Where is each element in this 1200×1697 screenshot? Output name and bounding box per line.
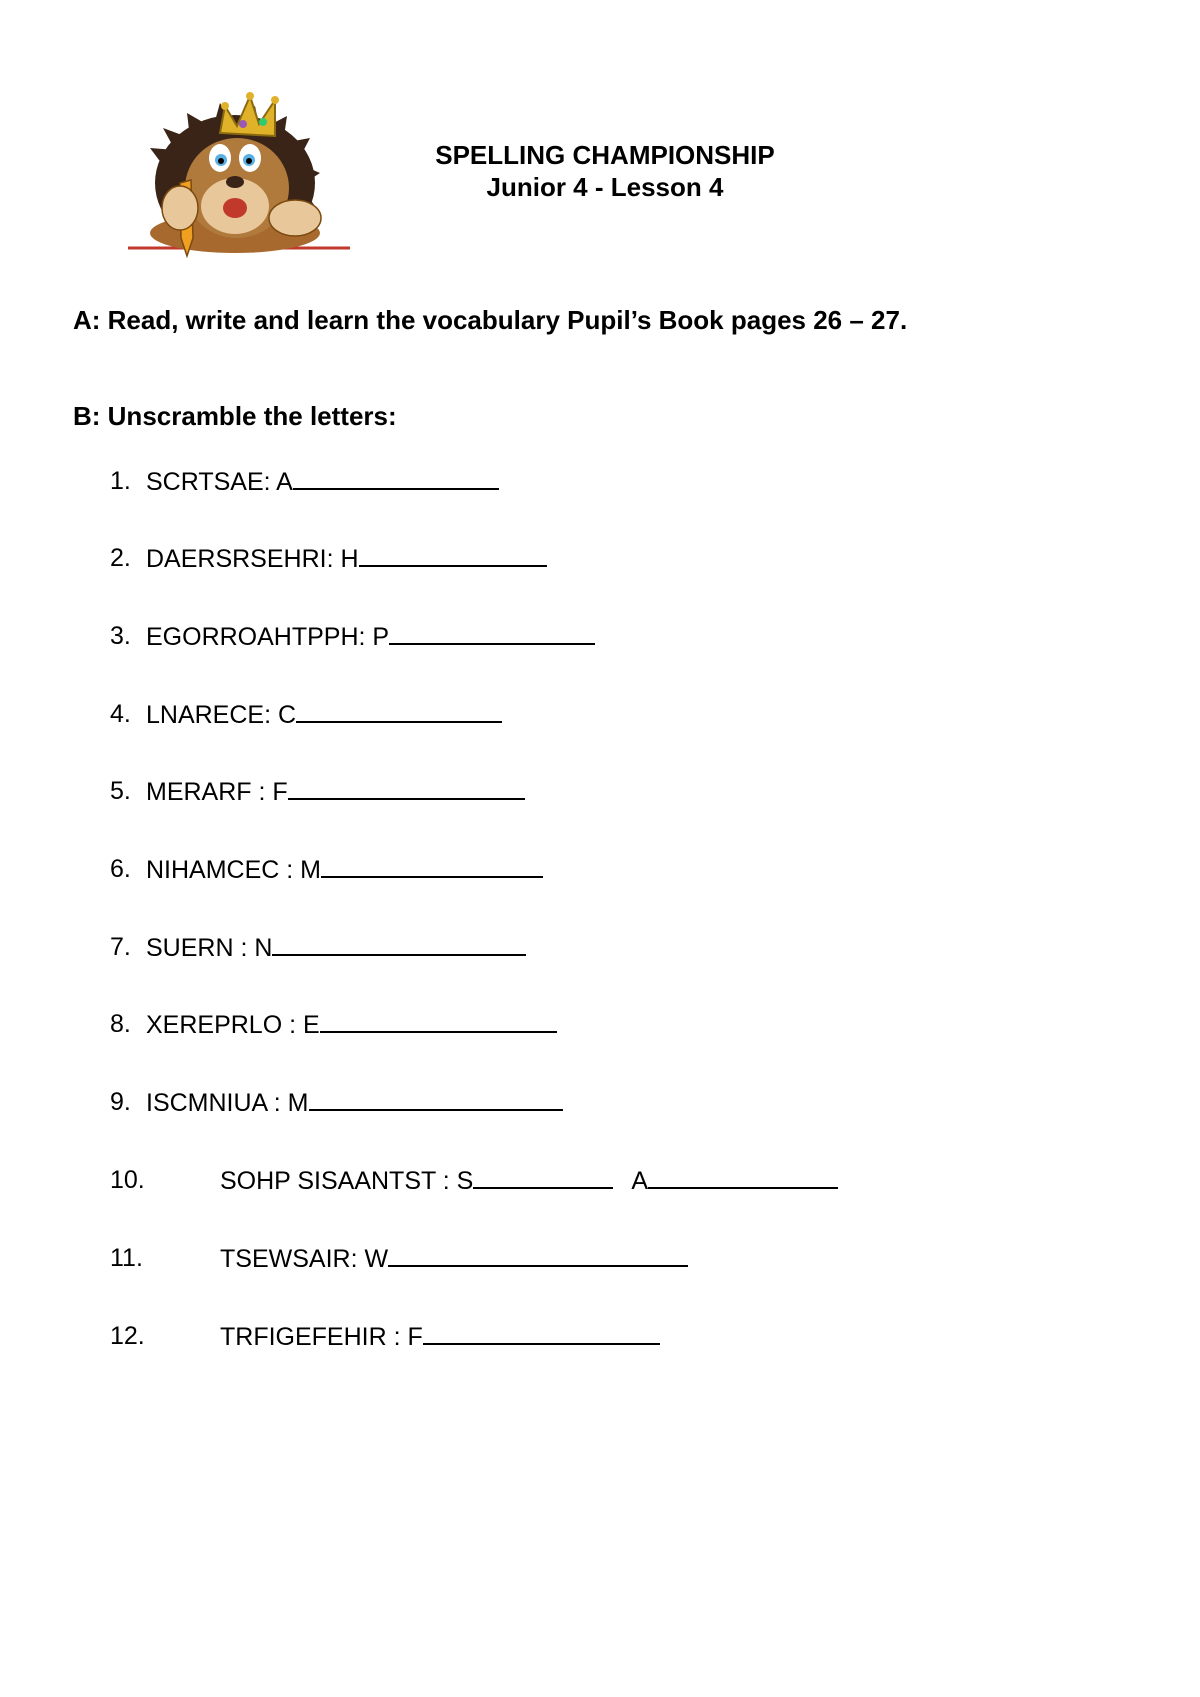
lion-king-mascot-icon xyxy=(125,88,355,268)
item-number: 1. xyxy=(110,467,131,495)
item-number: 7. xyxy=(110,933,131,961)
answer-blank[interactable] xyxy=(309,1087,563,1111)
item-scrambled-word: TRFIGEFEHIR : F xyxy=(220,1323,423,1351)
item-number: 12. xyxy=(110,1322,145,1350)
worksheet-subtitle: Junior 4 - Lesson 4 xyxy=(486,172,724,202)
answer-blank[interactable] xyxy=(320,1009,557,1033)
item-scrambled-word: SCRTSAE: A xyxy=(146,468,293,496)
item-scrambled-word: LNARECE: C xyxy=(146,701,297,729)
answer-blank[interactable] xyxy=(359,543,547,567)
answer-blank[interactable] xyxy=(648,1165,838,1189)
answer-blank[interactable] xyxy=(473,1165,613,1189)
item-number: 10. xyxy=(110,1166,145,1194)
answer-blank[interactable] xyxy=(321,854,543,878)
item-scrambled-word: MERARF : F xyxy=(146,778,288,806)
answer-blank[interactable] xyxy=(296,699,502,723)
item-scrambled-word: SOHP SISAANTST : S xyxy=(220,1167,474,1195)
item-second-letter: A xyxy=(631,1167,649,1195)
item-number: 5. xyxy=(110,777,131,805)
worksheet-header xyxy=(410,139,800,203)
item-scrambled-word: DAERSRSEHRI: H xyxy=(146,545,359,573)
answer-blank[interactable] xyxy=(288,776,525,800)
item-scrambled-word: SUERN : N xyxy=(146,934,273,962)
item-number: 9. xyxy=(110,1088,131,1116)
worksheet-title: SPELLING CHAMPIONSHIP xyxy=(435,140,775,170)
item-number: 3. xyxy=(110,622,131,650)
answer-blank[interactable] xyxy=(389,621,595,645)
section-a-heading: A: Read, write and learn the vocabulary Pupil’s Book pages 26 – 27. xyxy=(73,305,908,335)
answer-blank[interactable] xyxy=(423,1321,660,1345)
item-number: 2. xyxy=(110,544,131,572)
section-b-heading: B: Unscramble the letters: xyxy=(73,401,397,431)
item-scrambled-word: ISCMNIUA : M xyxy=(146,1089,309,1117)
item-number: 11. xyxy=(110,1244,143,1272)
answer-blank[interactable] xyxy=(272,932,526,956)
item-scrambled-word: XEREPRLO : E xyxy=(146,1011,320,1039)
item-number: 8. xyxy=(110,1010,131,1038)
answer-blank[interactable] xyxy=(388,1243,688,1267)
item-scrambled-word: NIHAMCEC : M xyxy=(146,856,321,884)
item-number: 6. xyxy=(110,855,131,883)
item-scrambled-word: EGORROAHTPPH: P xyxy=(146,623,390,651)
item-scrambled-word: TSEWSAIR: W xyxy=(220,1245,389,1273)
answer-blank[interactable] xyxy=(293,466,499,490)
item-number: 4. xyxy=(110,700,131,728)
